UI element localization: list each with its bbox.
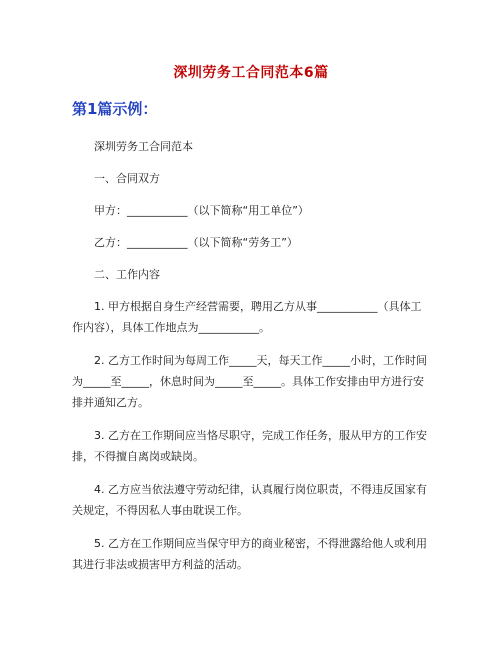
paragraph-parties-heading: 一、合同双方	[94, 172, 160, 185]
paragraph-clause-4: 4. 乙方应当依法遵守劳动纪律，认真履行岗位职责，不得违反国家有关规定，不得因私人事由耽误工作。	[72, 483, 427, 517]
paragraph-clause-2: 2. 乙方工作时间为每周工作_____天，每天工作_____小时，工作时间为_____至_____，休息时间为_____至_____。具体工作安排由甲方进行安排并通知乙方。	[72, 354, 427, 409]
paragraph-party-b: 乙方：___________（以下简称“劳务工”）	[94, 236, 298, 249]
paragraph-party-a: 甲方：___________（以下简称“用工单位”）	[94, 204, 309, 217]
paragraph-work-heading: 二、工作内容	[94, 268, 160, 281]
section-heading: 第1篇示例：	[72, 100, 158, 118]
paragraph-clause-5: 5. 乙方在工作期间应当保守甲方的商业秘密，不得泄露给他人或利用其进行非法或损害甲方利益的活动。	[72, 537, 427, 571]
paragraph-clause-3: 3. 乙方在工作期间应当恪尽职守，完成工作任务，服从甲方的工作安排，不得擅自离岗或缺岗。	[72, 429, 427, 463]
paragraph-clause-1: 1. 甲方根据自身生产经营需要，聘用乙方从事___________（具体工作内容），具体工作地点为___________。	[72, 300, 422, 334]
document-body	[72, 136, 430, 587]
document-title: 深圳劳务工合同范本6篇	[173, 65, 329, 81]
paragraph-contract-name: 深圳劳务工合同范本	[94, 140, 193, 153]
